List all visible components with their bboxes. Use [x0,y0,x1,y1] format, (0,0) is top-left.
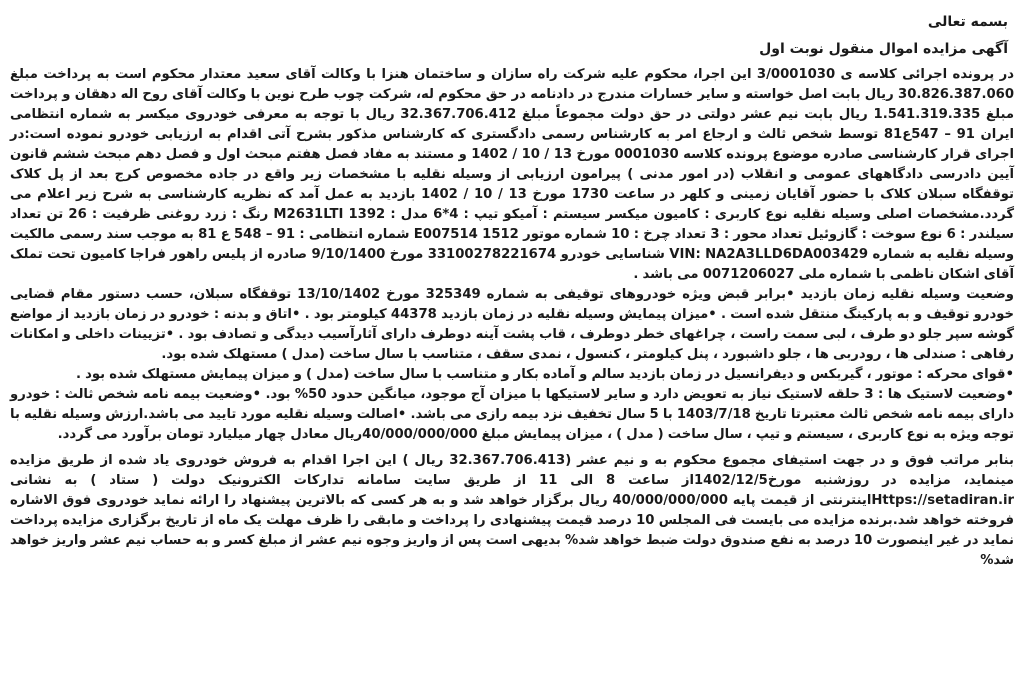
closing-paragraph: بنابر مراتب فوق و در جهت استیفای مجموع محکوم به و نیم عشر (32.367.706.413 ریال ) این اجرا اقدام به فروش خودروی یاد شده از طریق مزایده مینماید، مزایده در روزشنبه مورخ1402/12/5از ساعت 8 الی 11 از طریق سایت سامانه تدارکات الکترونیک دولت ( ستاد ) به نشانی Https://setadiran.irاینترنتی از قیمت پایه 40/000/000/000 ریال برگزار خواهد شد و به هر کسی که بالاترین پیشنهاد را ارائه نماید خودروی فوق الاشاره فروخته خواهد شد.برنده مزایده می بایست فی المجلس 10 درصد قیمت پیشنهادی را پرداخت و مابقی را ظرف مهلت یک ماه از تاریخ برگزاری مزایده پرداخت نماید در غیر اینصورت 10 درصد به نفع صندوق دولت ضبط خواهد شد% بدیهی است پس از واریز وجوه نیم عشر از مبلغ کسر و به حساب نیم عشر واریز خواهد شد% [10,453,1015,568]
body-paragraph-vehicle-condition: وضعیت وسیله نقلیه زمان بازدید •برابر قبض ویژه خودروهای توقیفی به شماره 325349 مورخ 13/10/1402 توقفگاه سبلان، حسب دستور مقام قضایی خودرو توقیف و به پارکینگ منتقل شده است . •میزان پیمایش وسیله نقلیه در زمان بازدید 44378 کیلومتر بود . •اتاق و بدنه : خودرو در زمان بازدید از مواضع گوشه سپر جلو دو طرف ، لبی سمت راست ، چراغهای خطر دوطرف ، قاب پشت آینه دوطرف دارای آثارآسیب دیدگی و تصادف بود . •تزیینات داخلی و امکانات رفاهی : صندلی ها ، رودربی ها ، جلو داشبورد ، پنل کیلومتر ، کنسول ، نمدی سقف ، متناسب با سال ساخت (مدل ) مستهلک شده بود. [10,287,1014,362]
closing-section [10,451,1014,571]
body-paragraph-tires-insurance-valuation: •وضعیت لاستیک ها : 3 حلقه لاستیک نیاز به تعویض دارد و سایر لاستیکها با میزان آج موجود، میانگین حدود 50% بود. •وضعیت بیمه نامه شخص ثالث : خودرو دارای بیمه نامه شخص ثالث معتبرتا تاریخ 1403/7/18 با 5 سال تخفیف نزد بیمه رازی می باشد. •اصالت وسیله نقلیه مورد تایید می باشد.ارزش وسیله نقلیه با توجه ویژه به نوع کاربری ، سیستم و تیپ ، سال ساخت ( مدل ) ، میزان پیمایش مبلغ 40/000/000/000ریال معادل چهار میلیارد تومان برآورد می گردد. [10,387,1015,442]
body-paragraph-powertrain: •قوای محرکه : موتور ، گیربکس و دیفرانسیل در زمان بازدید سالم و آماده بکار و متناسب با سال ساخت (مدل ) و میزان پیمایش مستهلک شده بود . [76,367,1014,382]
basmala-heading: بسمه تعالی [927,14,1008,30]
notice-body [10,65,1014,445]
notice-title: آگهی مزایده اموال منقول نوبت اول [759,41,1008,57]
body-paragraph-case-details: در پرونده اجرائی کلاسه ی 3/0001030 این اجرا، محکوم علیه شرکت راه سازان و ساختمان هنزا با وکالت آقای سعید معتدار محکوم است به پرداخت مبلغ 30.826.387.060 ریال بابت اصل خواسته و سایر خسارات مندرج در دادنامه در حق محکوم له، شرکت چوب طرح نوین با وکالت آقای روح اله دهقان و پرداخت مبلغ 1.541.319.335 ریال بابت نیم عشر دولتی در حق دولت مجموعاً مبلغ 32.367.706.412 ریال با توجه به معرفی خودروی میکسر به شماره انتظامی ایران 91 – 547ع81 توسط شخص ثالث و ارجاع امر به کارشناس رسمی دادگستری که کارشناس مذکور بشرح آتی اقدام به ارزیابی خودرو نموده است:در اجرای قرار کارشناسی صادره موضوع پرونده کلاسه 0001030 مورخ 13 / 10 / 1402 و مستند به مفاد فصل هفتم مبحث اول و فصل دهم مبحث ششم قانون آیین دادرسی دادگاههای عمومی و انقلاب (در امور مدنی ) پیرامون ارزیابی از وسیله نقلیه با مشخصات زیر واقع در جاده مخصوص کرج بعد از پل کلاک توقفگاه سبلان کلاک با حضور آقایان زمینی و کلهر در ساعت 1730 مورخ 13 / 10 / 1402 بازدید به عمل آمد که نظریه کارشناسی به شرح زیر اعلام می گردد.مشخصات اصلی وسیله نقلیه نوع کاربری : کامیون میکسر سیستم : آمیکو تیپ : 4*6 مدل : 1392 M2631LTI رنگ : زرد روغنی ظرفیت : 26 تن تعداد سیلندر : 6 نوع سوخت : گازوئیل تعداد محور : 3 تعداد چرخ : 10 شماره موتور 1512 E007514 شماره انتظامی : 91 – 548 ع 81 به موجب سند رسمی مالکیت وسیله نقلیه به شماره VIN: NA2A3LLD6DA003429 شناسایی خودرو 33100278221674 مورخ 9/10/1400 صادره از پلیس راهور فراجا کامیون تحت تملک آقای اشکان ناظمی با شماره ملی 0071206027 می باشد . [10,67,1015,282]
